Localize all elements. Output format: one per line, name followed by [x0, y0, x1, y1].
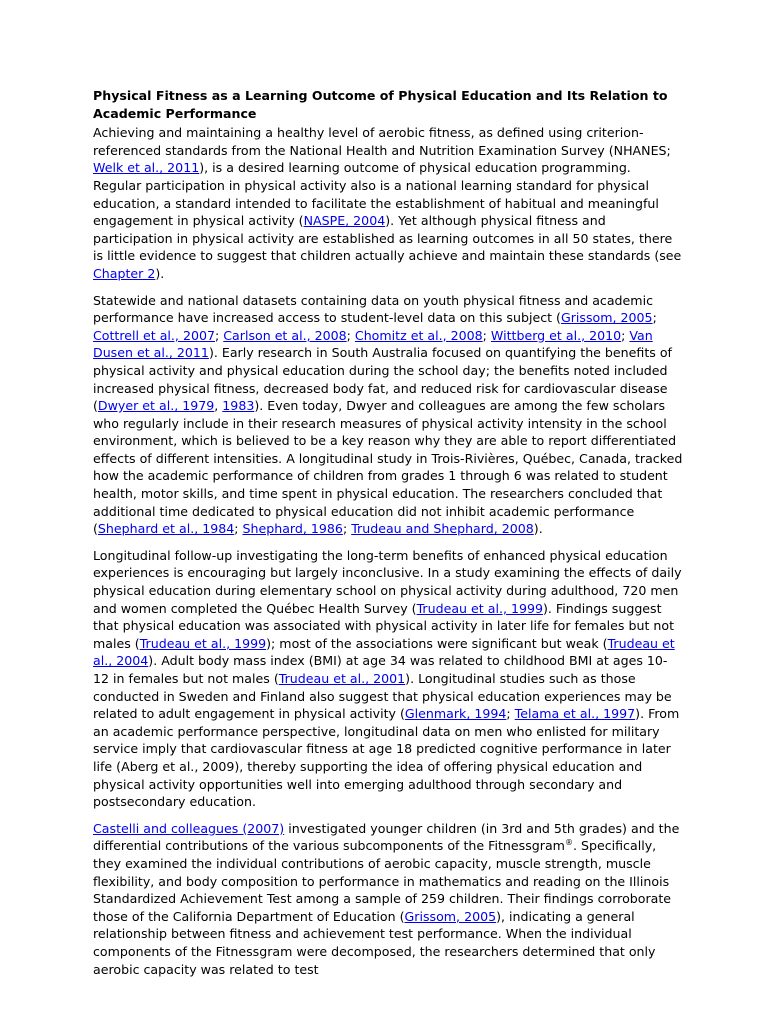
citation-link[interactable]: NASPE, 2004 — [303, 213, 386, 229]
paragraph-3 — [93, 547, 683, 811]
citation-link[interactable]: 1983 — [222, 398, 255, 414]
paragraph-4 — [93, 820, 683, 978]
text: investigated younger children (in 3rd and 5th grades) and the differential contributions of the various subcomponents of the Fitnessgram — [93, 820, 680, 854]
text: ). Findings suggest that physical education was associated with physical activity in later life for females but not males ( — [93, 600, 675, 651]
chapter-link[interactable]: Chapter 2 — [93, 265, 156, 281]
citation-link[interactable]: Telama et al., 1997 — [514, 706, 636, 722]
text: ). From an academic performance perspective, longitudinal data on men who enlisted for military service imply that cardiovascular fitness at age 18 predicted cognitive performance in later life (Aberg et al., 2009), thereby supporting the idea of offering physical education and physical activity opportunities well into emerging adulthood through secondary and postsecondary education. — [93, 706, 680, 810]
citation-link[interactable]: Shephard et al., 1984 — [97, 521, 235, 537]
citation-link[interactable]: Trudeau and Shephard, 2008 — [351, 521, 534, 537]
citation-link[interactable]: Carlson et al., 2008 — [223, 327, 347, 343]
citation-link[interactable]: Cottrell et al., 2007 — [93, 327, 215, 343]
citation-link[interactable]: Dwyer et al., 1979 — [97, 398, 215, 414]
text: ), is a desired learning outcome of physical education programming. Regular participation in physical activity also is a national learning standard for physical education, a standard intended to facilitate the establishment of habitual and meaningful engagement in physical activity ( — [93, 160, 659, 229]
text: ), indicating a general relationship between fitness and achievement test performance. When the individual components of the Fitnessgram were decomposed, the researchers determined that only aerobic capacity was related to test — [93, 908, 656, 977]
text: ; — [482, 327, 491, 343]
paragraph-2 — [93, 292, 683, 538]
text: ). — [155, 265, 165, 281]
citation-link[interactable]: Chomitz et al., 2008 — [354, 327, 483, 343]
text: ). Even today, Dwyer and colleagues are among the few scholars who regularly include in their research measures of physical activity intensity in the school environment, which is believed to be a key reason why they are able to report differentiated effects of different intensities. A longitudinal study in Trois-Rivières, Québec, Canada, tracked how the academic performance of children from grades 1 through 6 was related to student health, motor skills, and time spent in physical education. The researchers concluded that additional time dedicated to physical education did not inhibit academic performance ( — [93, 398, 683, 537]
citation-link[interactable]: Glenmark, 1994 — [404, 706, 507, 722]
paragraph-1 — [93, 124, 683, 282]
citation-link[interactable]: Grissom, 2005 — [560, 310, 653, 326]
citation-link[interactable]: Trudeau et al., 2004 — [93, 635, 675, 669]
text: . Specifically, they examined the individual contributions of aerobic capacity, muscle strength, muscle flexibility, and body composition to performance in mathematics and reading on the Illinois Standardized Achievement Test among a sample of 259 children. Their findings corroborate those of the California Department of Education ( — [93, 838, 672, 924]
text: ; — [234, 521, 243, 537]
text: ; — [652, 310, 657, 326]
citation-link[interactable]: Trudeau et al., 2001 — [278, 671, 406, 686]
citation-link[interactable]: Grissom, 2005 — [404, 908, 497, 924]
text: Longitudinal follow-up investigating the long-term benefits of enhanced physical education experiences is encouraging but largely inconclusive. In a study examining the effects of daily physical education during elementary school on physical activity during adulthood, 720 men and women completed the Québec Health Survey ( — [93, 547, 682, 616]
citation-link[interactable]: Castelli and colleagues (2007) — [93, 820, 285, 836]
text: ). Early research in South Australia focused on quantifying the benefits of physical activity and physical education during the school day; the benefits noted included increased physical fitness, decreased body fat, and reduced risk for cardiovascular disease ( — [93, 345, 672, 414]
text: ). Longitudinal studies such as those conducted in Sweden and Finland also suggest that physical education experiences may be related to adult engagement in physical activity ( — [93, 671, 672, 722]
text: ). Adult body mass index (BMI) at age 34 was related to childhood BMI at ages 10-12 in females but not males ( — [93, 653, 668, 686]
text: ); most of the associations were significant but weak ( — [266, 635, 608, 651]
text: ; — [621, 327, 630, 343]
citation-link[interactable]: Shephard, 1986 — [242, 521, 343, 537]
text: Achieving and maintaining a healthy level of aerobic fitness, as defined using criterion-referenced standards from the National Health and Nutrition Examination Survey (NHANES; — [93, 125, 671, 158]
text: Statewide and national datasets containing data on youth physical fitness and academic performance have increased access to student-level data on this subject ( — [93, 292, 653, 326]
text: ; — [346, 327, 355, 343]
citation-link[interactable]: Trudeau et al., 1999 — [416, 600, 544, 616]
text: , — [214, 398, 223, 414]
text: ). Yet although physical fitness and participation in physical activity are established as learning outcomes in all 50 states, there is little evidence to suggest that children actually achieve and maintain these standards (see — [93, 213, 682, 264]
text: ). — [533, 521, 543, 537]
text: ; — [215, 327, 224, 343]
citation-link[interactable]: Wittberg et al., 2010 — [490, 327, 622, 343]
article-title: Physical Fitness as a Learning Outcome of Physical Education and Its Relation to Academic Performance — [93, 88, 668, 121]
text: ; — [506, 706, 515, 722]
citation-link[interactable]: Welk et al., 2011 — [93, 160, 200, 176]
citation-link[interactable]: Van Dusen et al., 2011 — [93, 327, 653, 361]
document-body — [93, 87, 683, 987]
registered-mark: ® — [564, 838, 573, 848]
text: ; — [342, 521, 352, 537]
citation-link[interactable]: Trudeau et al., 1999 — [139, 635, 267, 651]
